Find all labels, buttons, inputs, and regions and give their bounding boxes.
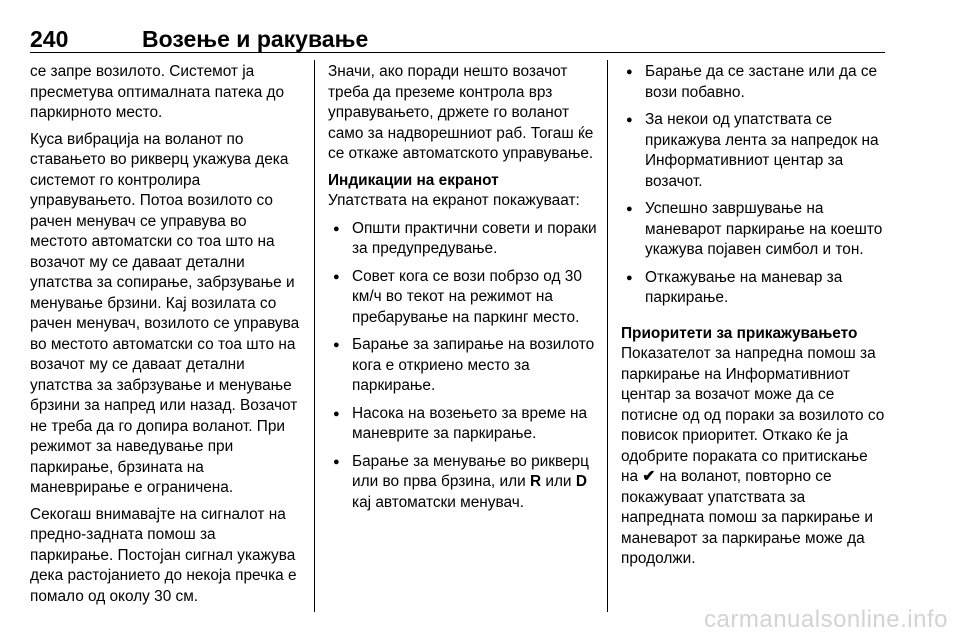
column-divider-1 xyxy=(314,60,315,612)
bullet-item: ● За некои од упатствата се прикажува лента за напредок на Информативниот центар за возачот. xyxy=(621,110,887,192)
gear-d-label: D xyxy=(575,473,587,490)
page-number: 240 xyxy=(30,26,69,52)
paragraph: Куса вибрација на воланот по ставањето во рикверц укажува дека системот го контролира управувањето. Потоа возилото со рачен менувач се управува во местото автоматски со тоа што на возачот му се даваат детални упатства за сопирање, забрзување и менување брзини. Кај возилата со рачен менувач, возилото се управува во местото автоматски со тоа што на возачот му се даваат детални упатства за забрзување и менување брзини за напред или назад. Возачот не треба да го допира воланот. При режимот за наведување при паркирање, брзината на маневрирање е ограничена. xyxy=(30,130,300,496)
paragraph xyxy=(621,344,887,570)
column-3 xyxy=(621,62,887,576)
text-segment: Показателот за напредна помош за паркирање на Информативниот центар за возачот може да се потисне од од пораки за возилото со повисок приоритет. Откако ќе ја одобрите пораката со притискање на xyxy=(621,345,885,485)
bullet-item: ● Успешно завршување на маневарот паркирање на коешто укажува појавен симбол и тон. xyxy=(621,199,887,261)
text-segment: Барање за менување во рикверц или во прва брзина, или xyxy=(352,452,589,490)
header-rule xyxy=(30,52,885,53)
check-icon: ✔ xyxy=(642,468,656,485)
page-header xyxy=(30,26,885,54)
section-heading: Приоритети за прикажувањето xyxy=(621,324,858,342)
bullet-item: ● Откажување на маневар за паркирање. xyxy=(621,268,887,309)
bullet-item: ● Совет кога се вози побрзо од 30 км/ч во текот на режимот на пребарување на паркинг место. xyxy=(328,267,598,329)
text-segment: или xyxy=(541,473,576,490)
bullet-item: ● Општи практични совети и пораки за предупредување. xyxy=(328,219,598,260)
text-segment: на воланот, повторно се покажуваат упатствата за напредната помош за паркирање и маневарот за паркирање може да продолжи. xyxy=(621,468,873,567)
paragraph: Секогаш внимавајте на сигналот на предно-задната помош за паркирање. Постојан сигнал укажува дека растојанието до некоја пречка е помало од околу 30 см. xyxy=(30,505,297,605)
column-divider-2 xyxy=(607,60,608,612)
paragraph: Значи, ако поради нешто возачот треба да преземе контрола врз управувањето, држете го воланот само за надворешниот раб. Тогаш ќе се откаже автоматското управување. xyxy=(328,63,594,162)
text-segment: кај автоматски менувач. xyxy=(352,493,524,511)
chapter-title: Возење и ракување xyxy=(142,26,369,52)
bullet-item xyxy=(328,452,598,514)
watermark: carmanualsonline.info xyxy=(704,606,948,633)
gear-r-label: R xyxy=(529,473,542,490)
paragraph: се запре возилото. Системот ја пресметува оптималната патека до паркирното место. xyxy=(30,63,285,121)
bullet-item: ● Насока на возењето за време на маневрите за паркирање. xyxy=(328,404,598,445)
intro-text: Упатствата на екранот покажуваат: xyxy=(328,192,580,209)
column-1 xyxy=(30,62,300,613)
bullet-item: ● Барање да се застане или да се вози побавно. xyxy=(621,62,887,103)
section-heading: Индикации на екранот xyxy=(328,171,499,189)
column-2 xyxy=(328,62,598,520)
bullet-item: ● Барање за запирање на возилото кога е откриено место за паркирање. xyxy=(328,335,598,397)
